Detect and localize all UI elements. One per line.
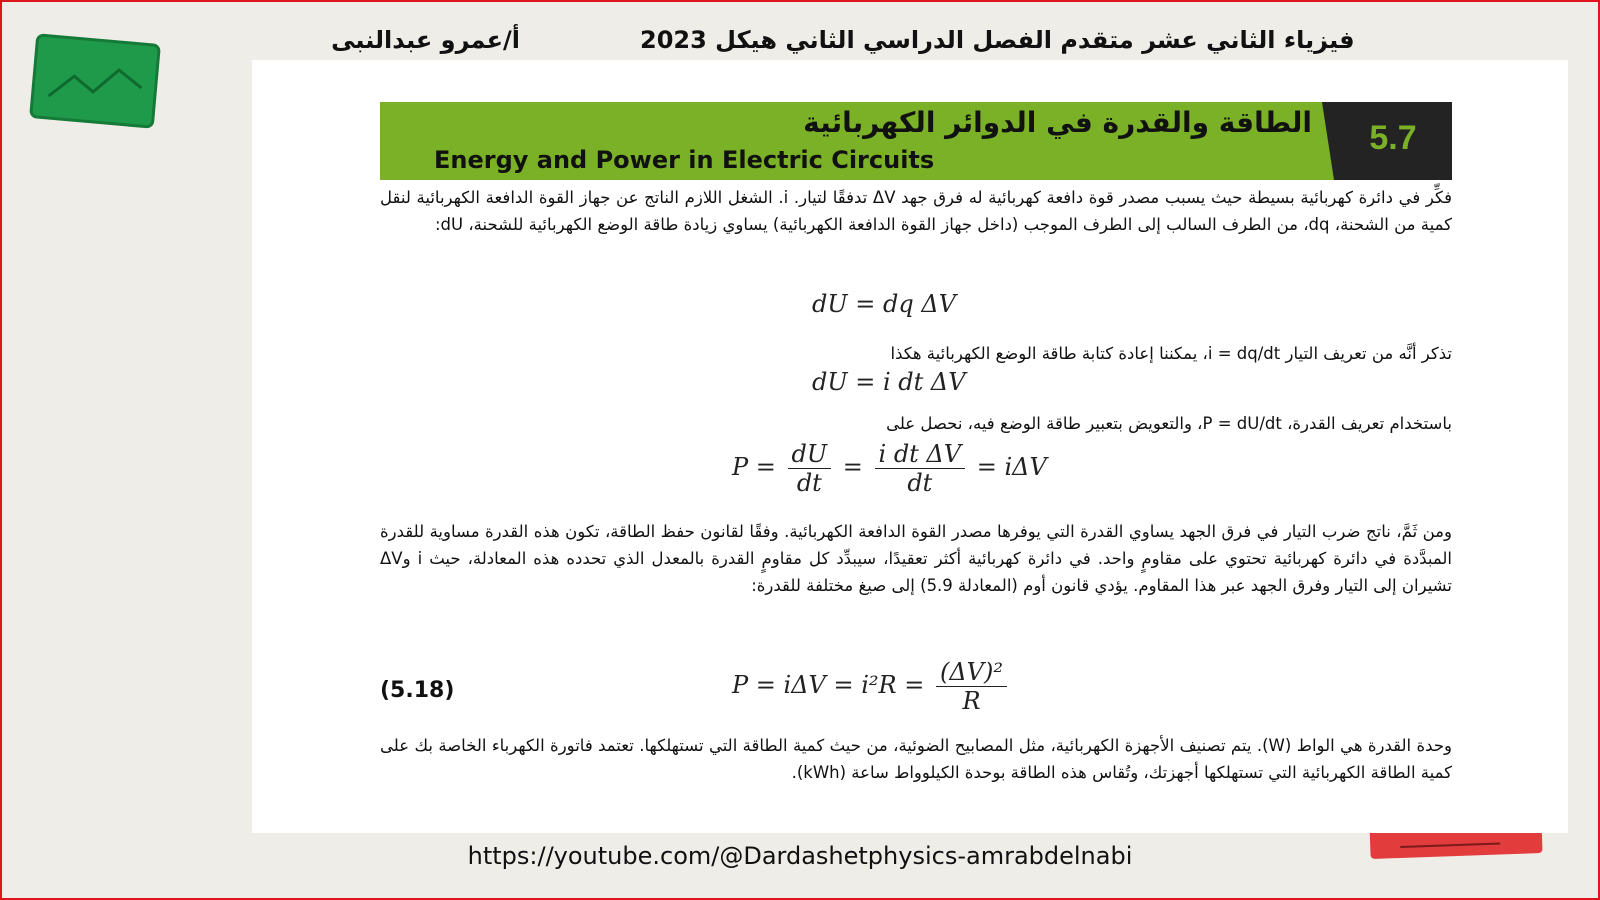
equation-power-derivation bbox=[732, 440, 1047, 497]
eq3-rhs: = iΔV bbox=[976, 453, 1047, 481]
eq3-fraction-1 bbox=[788, 440, 832, 497]
channel-url: https://youtube.com/@Dardashetphysics-amrabdelnabi bbox=[467, 842, 1133, 870]
eq4-denominator: R bbox=[962, 687, 981, 715]
eq3-f2-denominator: dt bbox=[907, 469, 933, 497]
equation-du-idt: dU = i dt ΔV bbox=[812, 368, 966, 396]
banner-notch bbox=[1322, 102, 1334, 180]
eq3-fraction-2 bbox=[875, 440, 966, 497]
eq4-numerator: (ΔV)² bbox=[936, 658, 1007, 687]
paragraph-power-definition: باستخدام تعريف القدرة، P = dU/dt، والتعويض بتعبير طاقة الوضع فيه، نحصل على bbox=[886, 414, 1452, 433]
equation-power-forms bbox=[732, 658, 1011, 715]
section-number: 5.7 bbox=[1334, 102, 1452, 180]
eq4-lhs: P = iΔV = i²R = bbox=[732, 671, 925, 699]
equation-number: (5.18) bbox=[380, 678, 455, 703]
section-banner bbox=[380, 102, 1452, 180]
paragraph-intro: فكِّر في دائرة كهربائية بسيطة حيث يسبب مصدر قوة دافعة كهربائية له فرق جهد ΔV تدفقًا لتيار. i. الشغل اللازم الناتج عن جهاز القوة الدافعة الكهربائية لنقل كمية من الشحنة، dq، من الطرف السالب إلى الطرف الموجب (داخل جهاز القوة الدافعة الكهربائية) يساوي زيادة طاقة الوضع الكهربائية للشحنة، dU: bbox=[380, 188, 1452, 234]
eq3-equals: = bbox=[842, 453, 863, 481]
header-teacher-name: أ/عمرو عبدالنبى bbox=[331, 26, 520, 54]
header-title: فيزياء الثاني عشر متقدم الفصل الدراسي الثاني هيكل 2023 bbox=[640, 26, 1355, 54]
paragraph-current-definition: تذكر أنَّه من تعريف التيار i = dq/dt، يمكننا إعادة كتابة طاقة الوضع الكهربائية هكذا bbox=[890, 344, 1452, 363]
eq3-f2-numerator: i dt ΔV bbox=[875, 440, 966, 469]
paragraph-conservation: ومن ثَمَّ، ناتج ضرب التيار في فرق الجهد يساوي القدرة التي يوفرها مصدر القوة الدافعة الكهربائية. وفقًا لقانون حفظ الطاقة، تكون هذه القدرة مساوية للقدرة المبدَّدة في دائرة كهربائية تحتوي على مقاومٍ واحد. في دائرة كهربائية أكثر تعقيدًا، سيبدِّد كل مقاومٍ القدرة بالمعدل الذي تحدده هذه المعادلة، حيث i وΔV تشيران إلى التيار وفرق الجهد عبر هذا المقاوم. يؤدي قانون أوم (المعادلة 5.9) إلى صيغ مختلفة للقدرة: bbox=[380, 522, 1452, 595]
eq3-f1-denominator: dt bbox=[796, 469, 822, 497]
eq3-f1-numerator: dU bbox=[788, 440, 832, 469]
paragraph-watt-unit: وحدة القدرة هي الواط (W). يتم تصنيف الأجهزة الكهربائية، مثل المصابيح الضوئية، من حيث كمية الطاقة التي تستهلكها. تعتمد فاتورة الكهرباء الخاصة بك على كمية الطاقة الكهربائية التي تستهلكها أجهزتك، وتُقاس هذه الطاقة بوحدة الكيلوواط ساعة (kWh). bbox=[380, 736, 1452, 782]
section-title-arabic: الطاقة والقدرة في الدوائر الكهربائية bbox=[803, 106, 1312, 139]
eq4-fraction bbox=[936, 658, 1007, 715]
section-title-english: Energy and Power in Electric Circuits bbox=[434, 146, 935, 174]
equation-du-dq: dU = dq ΔV bbox=[812, 290, 956, 318]
eq3-lhs: P = bbox=[732, 453, 776, 481]
chart-sticker-icon bbox=[28, 33, 161, 130]
textbook-page bbox=[252, 60, 1568, 833]
